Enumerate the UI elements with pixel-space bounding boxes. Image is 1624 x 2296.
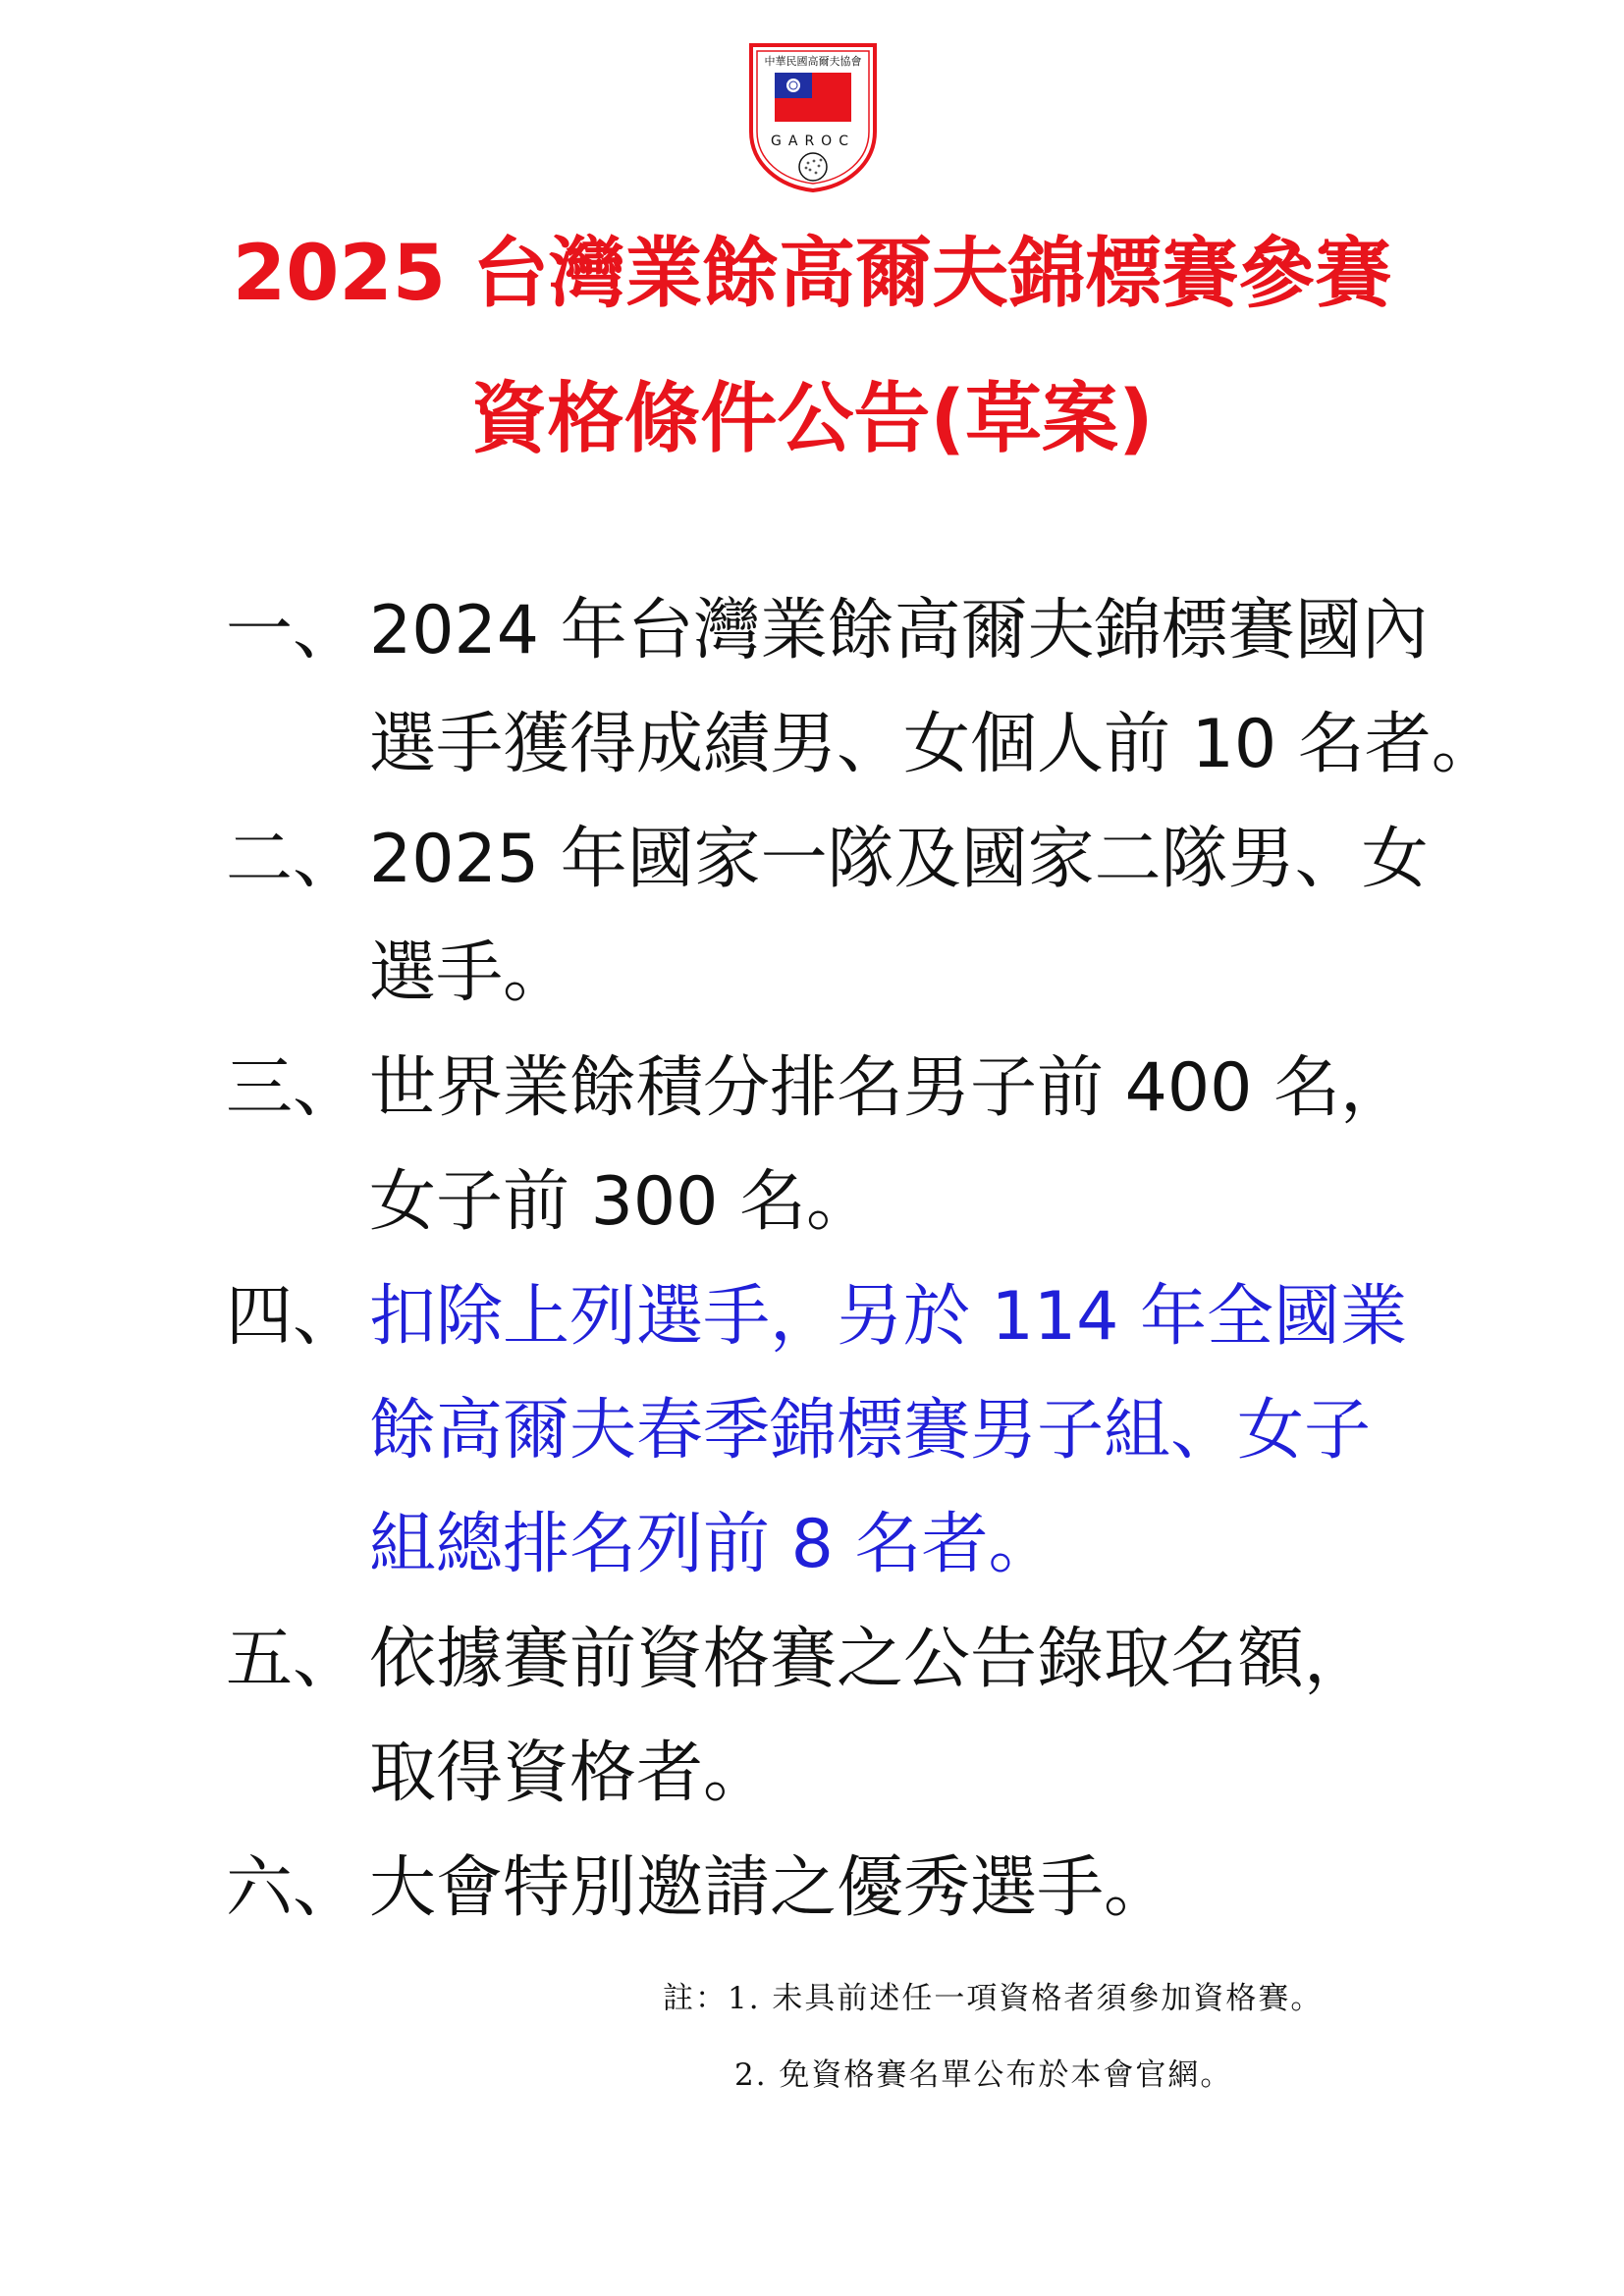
logo-top-text: 中華民國高爾夫協會 (764, 55, 862, 68)
item-text-line: 扣除上列選手，另於 114 年全國業 (369, 1278, 1408, 1356)
qualification-item-2 (226, 803, 1502, 1031)
logo-emblem-icon (747, 41, 879, 194)
page-title-line-2: 資格條件公告(草案) (470, 375, 1154, 463)
qualification-item-3 (226, 1032, 1502, 1259)
item-text-line: 組總排名列前 8 名者。 (369, 1506, 1056, 1583)
association-logo (747, 41, 879, 194)
item-text-line: 2025 年國家一隊及國家二隊男、女 (369, 821, 1429, 898)
qualification-item-1 (226, 574, 1502, 802)
item-number: 三、 (226, 1049, 360, 1127)
item-text-line: 2024 年台灣業餘高爾夫錦標賽國內 (369, 592, 1429, 669)
item-text-line: 女子前 300 名。 (369, 1163, 874, 1241)
item-text-line: 世界業餘積分排名男子前 400 名， (369, 1049, 1408, 1127)
footnote-2: 2. 免資格賽名單公布於本會官網。 (734, 2057, 1233, 2093)
footnote-1: 註：1. 未具前述任一項資格者須參加資格賽。 (663, 1981, 1324, 2016)
page-title-line-1: 2025 台灣業餘高爾夫錦標賽參賽 (232, 230, 1392, 318)
item-number: 五、 (226, 1621, 360, 1698)
qualification-item-4 (226, 1260, 1502, 1602)
item-text-line: 餘高爾夫春季錦標賽男子組、女子 (369, 1392, 1372, 1469)
item-text-line: 選手。 (369, 934, 570, 1012)
item-number: 四、 (226, 1278, 360, 1356)
item-number: 一、 (226, 592, 360, 669)
item-text-line: 取得資格者。 (369, 1735, 771, 1812)
item-number: 二、 (226, 821, 360, 898)
item-number: 六、 (226, 1849, 360, 1927)
logo-bottom-text: GAROC (771, 133, 855, 149)
item-text-line: 選手獲得成績男、女個人前 10 名者。 (369, 706, 1498, 783)
qualification-item-6 (226, 1832, 1502, 1946)
qualification-item-5 (226, 1603, 1502, 1831)
item-text-line: 依據賽前資格賽之公告錄取名額， (369, 1621, 1372, 1698)
item-text-line: 大會特別邀請之優秀選手。 (369, 1849, 1171, 1927)
